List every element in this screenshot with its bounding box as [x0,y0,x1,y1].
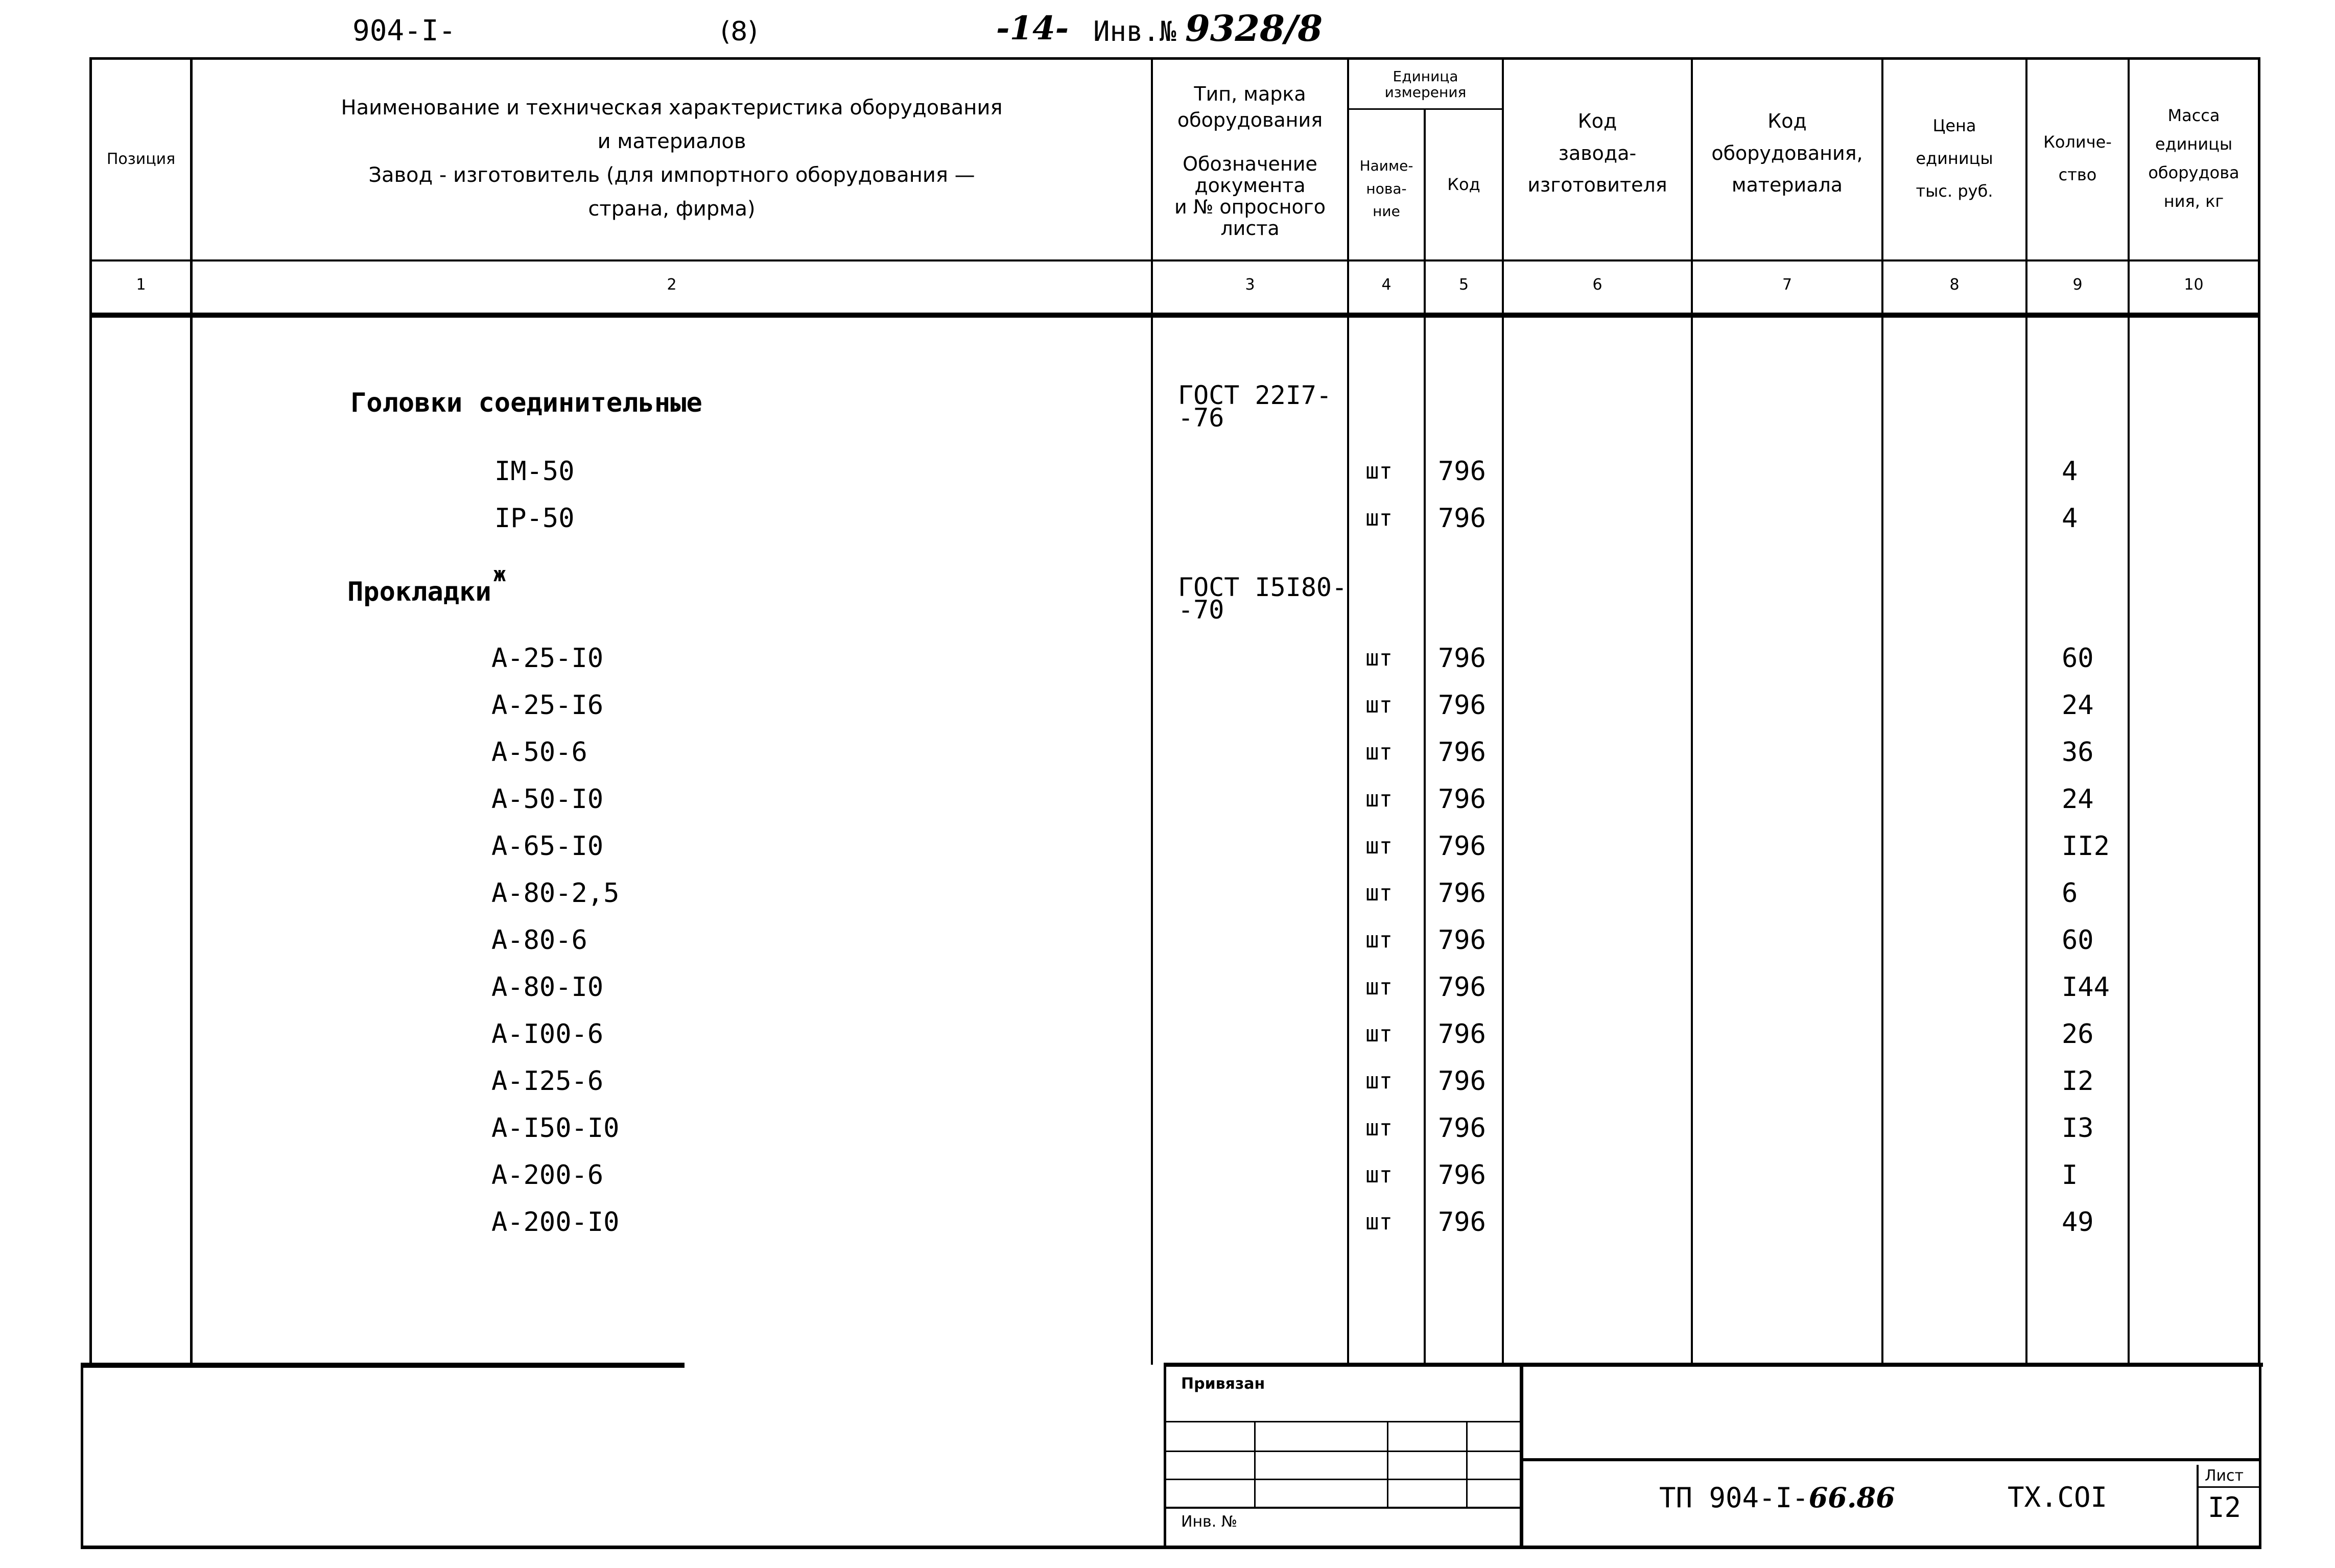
table-row [0,917,2335,963]
item-qty: 6 [2062,878,2078,909]
gost-reference [1178,381,1332,433]
table-row [0,448,2335,494]
inventory-number-label: Инв. № [1181,1513,1238,1531]
table-row [0,682,2335,728]
series-code: 904-I- [352,14,456,47]
header-name-line: и материалов [597,130,746,153]
item-unit: шт [1365,1021,1393,1047]
item-name: IМ-50 [494,456,575,487]
header-unit-name-line: Наиме- [1359,157,1413,174]
item-qty: 4 [2062,503,2078,534]
item-name: А-80-2,5 [491,878,620,909]
header-unit-code-label: Код [1447,174,1480,194]
header-unit-mass-line: единицы [2155,134,2233,154]
table-row [0,495,2335,541]
item-name: А-25-I0 [491,643,604,674]
item-code: 796 [1438,1066,1486,1097]
item-unit: шт [1365,458,1393,484]
inventory-number: 9328/8 [1185,7,1323,50]
table-row [0,870,2335,916]
item-code: 796 [1438,878,1486,909]
header-unit-mass-line: Масса [2167,106,2220,125]
item-unit: шт [1365,739,1393,765]
item-unit: шт [1365,1068,1393,1094]
group-heading-row [0,563,2335,625]
header-document-line: и № опросного [1174,196,1326,218]
header-name [193,77,1151,240]
item-qty: I44 [2062,972,2110,1003]
header-type-line: оборудования [1177,109,1323,131]
column-number: 9 [2072,276,2083,294]
item-unit: шт [1365,974,1393,1000]
item-name: А-50-I0 [491,784,604,815]
header-unit-price-line: тыс. руб. [1916,181,1993,201]
header-plant-code-line: изготовителя [1527,174,1667,197]
item-qty: 60 [2062,643,2094,674]
item-name: А-25-I6 [491,690,604,721]
item-code: 796 [1438,831,1486,862]
table-row [0,1105,2335,1151]
item-qty: I [2062,1160,2078,1191]
header-equipment-code-line: оборудования, [1711,141,1863,164]
header-unit-price-line: Цена [1932,116,1976,135]
item-name: А-80-6 [491,925,587,956]
item-unit: шт [1365,692,1393,718]
document-mark: ТХ.СОI [2008,1481,2108,1513]
item-qty: 49 [2062,1207,2094,1238]
item-unit: шт [1365,645,1393,671]
table-row [0,635,2335,681]
sheet-label: Лист [2205,1467,2244,1485]
column-number: 2 [667,276,677,294]
header-unit-mass [2130,97,2258,220]
item-name: А-65-I0 [491,831,604,862]
item-qty: 24 [2062,690,2094,721]
page-mark: -14- [996,9,1069,47]
column-number: 5 [1458,276,1469,294]
sheet-paren-number: (8) [720,16,758,47]
item-qty: 36 [2062,737,2094,768]
table-row [0,1058,2335,1104]
gost-line: -70 [1178,595,1224,625]
header-document [1153,148,1347,245]
header-plant-code-line: Код [1577,109,1617,132]
inventory-label: Инв.№ [1093,15,1176,47]
header-unit-name-line: нова- [1366,180,1407,197]
item-unit: шт [1365,927,1393,953]
column-number: 6 [1592,276,1602,294]
header-position-label: Позиция [106,150,176,169]
item-code: 796 [1438,1160,1486,1191]
item-name: А-80-I0 [491,972,604,1003]
column-number: 8 [1949,276,1960,294]
privyazan-label: Привязан [1181,1375,1265,1393]
header-unit-group-line: Единица [1393,68,1458,85]
header-unit-code [1426,110,1502,259]
header-name-line: Завод - изготовитель (для импортного оборудования — [368,163,975,187]
column-number: 4 [1381,276,1391,294]
group-heading-row [0,380,2335,433]
header-equipment-code-line: Код [1767,109,1807,132]
gost-line: ГОСТ 22I7- [1178,381,1332,410]
item-code: 796 [1438,1207,1486,1238]
table-row [0,729,2335,775]
table-row [0,1199,2335,1245]
document-code-handwritten: 66.86 [1808,1481,1895,1514]
item-name: А-50-6 [491,737,587,768]
group-title: Прокладки [347,577,491,607]
item-qty: I3 [2062,1113,2094,1144]
header-equipment-code [1693,102,1881,204]
header-name-line: страна, фирма) [588,197,756,221]
item-unit: шт [1365,833,1393,859]
gost-line: ГОСТ I5I80- [1178,573,1348,602]
item-unit: шт [1365,1115,1393,1141]
item-qty: 26 [2062,1019,2094,1050]
item-code: 796 [1438,784,1486,815]
item-name: А-200-I0 [491,1207,620,1238]
header-name-line: Наименование и техническая характеристика оборудования [341,96,1003,120]
header-plant-code-line: завода- [1558,141,1637,164]
column-number: 3 [1245,276,1255,294]
item-unit: шт [1365,880,1393,906]
header-document-line: Обозначение [1183,153,1317,176]
item-code: 796 [1438,456,1486,487]
sheet-number: I2 [2208,1491,2242,1524]
item-code: 796 [1438,503,1486,534]
item-qty: 4 [2062,456,2078,487]
item-name: IР-50 [494,503,575,534]
table-row [0,1152,2335,1198]
header-equipment-code-line: материала [1731,174,1843,197]
header-position [92,60,190,259]
item-code: 796 [1438,643,1486,674]
header-unit-name [1349,138,1424,240]
header-quantity [2027,117,2128,199]
item-code: 796 [1438,737,1486,768]
item-unit: шт [1365,1162,1393,1188]
item-qty: II2 [2062,831,2110,862]
table-row [0,823,2335,869]
header-type-line: Тип, марка [1194,82,1306,105]
header-quantity-line: Количе- [2043,132,2112,152]
item-code: 796 [1438,925,1486,956]
header-unit-price [1883,107,2025,209]
header-unit-mass-line: оборудова [2148,163,2239,182]
item-qty: 60 [2062,925,2094,956]
footnote-mark: ж [493,563,506,586]
item-name: А-200-6 [491,1160,604,1191]
gost-reference [1178,573,1348,625]
header-unit-name-line: ние [1373,203,1400,220]
table-row [0,776,2335,822]
item-code: 796 [1438,1019,1486,1050]
header-unit-price-line: единицы [1916,149,1993,168]
table-row [0,1011,2335,1057]
item-code: 796 [1438,972,1486,1003]
column-number: 1 [136,276,146,294]
item-unit: шт [1365,505,1393,531]
item-unit: шт [1365,1209,1393,1235]
item-code: 796 [1438,690,1486,721]
header-unit-mass-line: ния, кг [2163,192,2224,211]
header-document-line: документа [1194,174,1306,197]
document-code [1659,1481,1895,1514]
gost-line: -76 [1178,403,1224,433]
group-title: Головки соединительные [350,388,702,418]
item-name: А-I50-I0 [491,1113,620,1144]
item-name: А-I25-6 [491,1066,604,1097]
header-plant-code [1504,102,1691,204]
column-number: 10 [2184,276,2204,294]
item-unit: шт [1365,786,1393,812]
header-type [1153,77,1347,138]
header-quantity-line: ство [2058,165,2097,184]
item-qty: I2 [2062,1066,2094,1097]
table-row [0,964,2335,1010]
column-number: 7 [1782,276,1792,294]
item-qty: 24 [2062,784,2094,815]
document-code-prefix: ТП 904-I- [1659,1482,1809,1514]
header-unit-group-line: измерения [1384,84,1467,101]
header-unit-group [1349,62,1502,107]
item-name: А-I00-6 [491,1019,604,1050]
item-code: 796 [1438,1113,1486,1144]
header-document-line: листа [1220,217,1280,240]
